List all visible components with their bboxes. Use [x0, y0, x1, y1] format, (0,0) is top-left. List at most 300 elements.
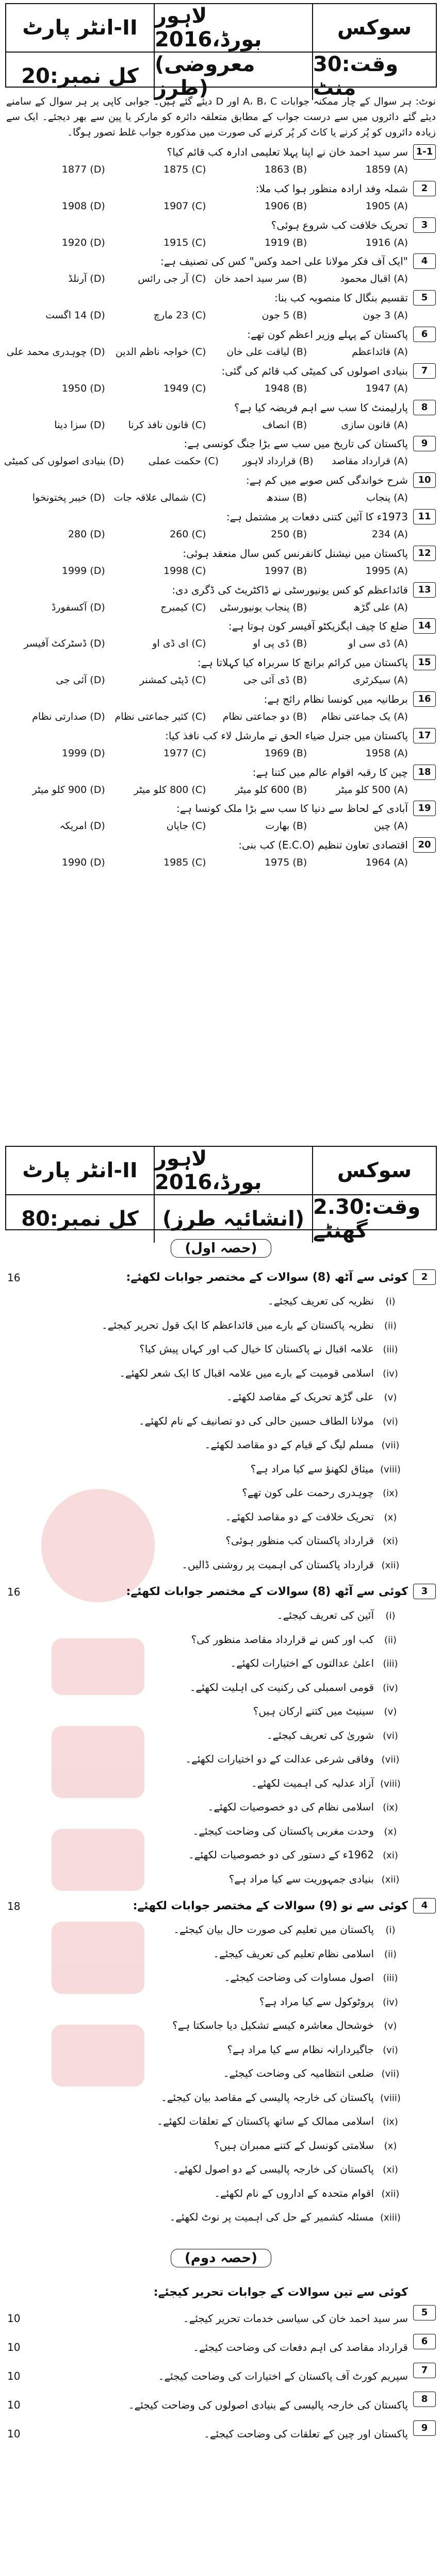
item-number: (viii)	[380, 1464, 401, 1475]
header-class: انٹر پارٹ-II	[6, 1147, 155, 1195]
short-question-item	[4, 1361, 438, 1385]
answer-option: (C) شمالی علاقہ جات	[113, 492, 206, 504]
mcq-question	[4, 690, 438, 727]
question-text: شرح خواندگی کس صوبے میں کم ہے:	[246, 474, 408, 487]
item-number: (vi)	[383, 2044, 398, 2056]
item-number: (x)	[384, 1512, 397, 1523]
answer-option: (C) ڈپٹی کمشنر	[139, 674, 206, 686]
short-question-item	[4, 1529, 438, 1553]
answer-option: (D) آکسفورڈ	[51, 601, 105, 613]
answer-options	[4, 744, 408, 762]
answer-option: (D) 14 اگست	[45, 310, 105, 321]
answer-options	[4, 708, 408, 725]
header-paper-type: (معروضی طرز)	[155, 53, 313, 100]
long-question-text: قرارداد مقاصد کی اہم دفعات کی وضاحت کیجئے۔	[193, 2341, 408, 2353]
long-questions-block	[4, 2281, 438, 2448]
question-text: برطانیہ میں کونسا نظام رائج ہے:	[264, 692, 408, 705]
short-question-item	[4, 1409, 438, 1433]
mcq-question	[4, 326, 438, 362]
item-text: بنیادی جمہوریت سے کیا مراد ہے؟	[228, 1872, 374, 1885]
answer-option: (C) 1949	[163, 382, 206, 394]
answer-option: (A) یک جماعتی نظام	[321, 710, 408, 722]
question-number: 10	[413, 472, 436, 488]
answer-option: (C) 260	[170, 528, 206, 540]
answer-option: (B) قرارداد لاہور	[242, 455, 314, 467]
answer-option: (A) 1958	[365, 747, 408, 759]
answer-option: (D) صدارتی نظام	[32, 710, 105, 722]
short-question-item	[4, 1505, 438, 1529]
item-number: (xi)	[383, 2164, 398, 2175]
item-number: (vii)	[381, 2069, 400, 2079]
answer-option: (C) کیمبرج	[160, 601, 206, 613]
answer-option: (B) 1997	[264, 565, 307, 577]
question-number: 5	[413, 2305, 436, 2320]
header-total-marks: کل نمبر:20	[6, 53, 155, 100]
item-number: (ii)	[384, 1948, 397, 1960]
item-text: نظریہ پاکستان کے بارے میں قائداعظم کا ایک قول تحریر کیجئے۔	[102, 1318, 374, 1331]
item-text: پاکستان میں تعلیم کی صورت حال بیان کیجئے۔	[173, 1923, 374, 1936]
question-text: سر سید احمد خان نے اپنا پہلا تعلیمی ادارہ کب قائم کیا؟	[167, 146, 408, 158]
long-question-marks: 10	[7, 2428, 21, 2440]
question-text: "ایک آف فکر مولانا علی احمد وکس" کس کی تصنیف ہے:	[160, 255, 408, 268]
question-4-block	[4, 1895, 438, 2229]
item-number: (vii)	[381, 1754, 400, 1765]
long-question-item	[4, 2333, 438, 2362]
item-number: (i)	[385, 1925, 396, 1936]
item-number: (viii)	[380, 1778, 401, 1789]
answer-options	[4, 234, 408, 251]
answer-options	[4, 635, 408, 652]
answer-options	[4, 380, 408, 397]
short-question-item	[4, 2133, 438, 2158]
header-time: وقت:2.30 گھنٹے	[313, 1195, 421, 1243]
item-text: خوشحال معاشرہ کیسے تشکیل دیا جاسکتا ہے؟	[172, 2019, 374, 2031]
short-question-item	[4, 1918, 438, 1942]
answer-option: (C) ای ڈی او	[152, 638, 206, 650]
answer-option: (A) 1964	[365, 857, 408, 869]
answer-option: (A) قانون سازی	[341, 419, 408, 431]
answer-option: (C) قانون نافذ کرنا	[128, 419, 206, 431]
answer-options	[4, 599, 408, 616]
question-number: 14	[413, 618, 436, 634]
answer-option: (D) 1950	[61, 382, 105, 394]
question-number: 3	[413, 1584, 436, 1599]
answer-options	[4, 343, 408, 361]
short-question-item	[4, 1942, 438, 1966]
short-question-item	[4, 1699, 438, 1723]
answer-option: (B) دو جماعتی نظام	[222, 710, 307, 722]
answer-option: (D) بنیادی اصولوں کی کمیٹی	[4, 455, 124, 467]
answer-options	[4, 452, 408, 470]
mcq-question	[4, 617, 438, 654]
answer-option: (A) سیکرٹری	[352, 674, 408, 686]
answer-options	[4, 854, 408, 871]
item-text: قرارداد پاکستان کی اہمیت پر روشنی ڈالیں۔	[182, 1558, 374, 1571]
question-number: 8	[413, 400, 436, 415]
question-text: تحریک خلافت کب شروع ہوئی؟	[271, 218, 408, 231]
short-question-item	[4, 2181, 438, 2206]
long-question-item	[4, 2362, 438, 2391]
short-question-item	[4, 2061, 438, 2086]
answer-option: (A) 1905	[365, 200, 408, 212]
item-number: (ii)	[384, 1634, 397, 1646]
question-text: پاکستان میں جنرل ضیاء الحق نے مارشل لاء کب نافذ کیا:	[165, 729, 408, 742]
mcq-question	[4, 581, 438, 618]
mcq-question	[4, 252, 438, 289]
question-number: 20	[413, 837, 436, 853]
mcq-question	[4, 216, 438, 253]
item-text: اعلیٰ عدالتوں کے اختیارات لکھئے۔	[230, 1657, 374, 1669]
short-question-item	[4, 1603, 438, 1628]
item-number: (ix)	[383, 2116, 398, 2127]
long-question-marks: 10	[7, 2399, 21, 2411]
question-number: 18	[413, 765, 436, 780]
short-question-item	[4, 1795, 438, 1819]
short-question-item	[4, 1651, 438, 1675]
answer-option: (B) 1919	[264, 236, 307, 248]
answer-option: (B) 600 کلو میٹر	[235, 784, 307, 795]
item-text: جاگیردارانہ نظام سے کیا مراد ہے؟	[227, 2043, 374, 2056]
answer-option: (B) 1863	[264, 164, 307, 175]
long-question-text: سر سید احمد خان کی سیاسی خدمات تحریر کیجئے۔	[183, 2312, 408, 2325]
answer-option: (A) 1947	[365, 382, 408, 394]
long-question-text: سپریم کورٹ آف پاکستان کے اختیارات کی وضاحت کیجئے۔	[158, 2370, 408, 2382]
question-number: 8	[413, 2392, 436, 2407]
mcq-question	[4, 435, 438, 471]
item-text: پاکستان کی خارجہ پالیسی کے دو اصول لکھئے۔	[172, 2163, 374, 2175]
item-number: (ix)	[383, 1488, 398, 1499]
answer-options	[4, 307, 408, 324]
question-instruction: کوئی سے آٹھ (8) سوالات کے مختصر جوابات لکھئے:	[126, 1271, 408, 1284]
item-text: وفاقی شرعی عدالت کے دو اختیارات لکھئے۔	[185, 1753, 374, 1765]
long-question-marks: 10	[7, 2341, 21, 2353]
item-number: (xii)	[381, 1874, 400, 1885]
answer-option: (B) انصاف	[262, 419, 307, 431]
short-question-item	[4, 1990, 438, 2014]
long-question-item	[4, 2391, 438, 2419]
question-number: 4	[413, 253, 436, 269]
item-number: (x)	[384, 2140, 397, 2151]
mcq-question	[4, 362, 438, 399]
answer-option: (C) 800 کلو میٹر	[134, 784, 206, 795]
answer-option: (A) ڈی سی او	[348, 638, 408, 650]
short-question-item	[4, 1723, 438, 1748]
answer-option: (B) ڈی آئی جی	[243, 674, 307, 686]
short-question-item	[4, 1553, 438, 1577]
answer-option: (C) خواجہ ناظم الدین	[115, 346, 206, 358]
subjective-paper	[0, 1143, 442, 2576]
short-question-item	[4, 2086, 438, 2110]
question-number: 1-1	[413, 144, 436, 160]
question-text: پاکستان میں کرائم برانچ کا سربراہ کیا کہلاتا ہے:	[197, 656, 408, 669]
question-2-block	[4, 1266, 438, 1577]
answer-options	[4, 817, 408, 835]
question-number: 5	[413, 290, 436, 306]
answer-options	[4, 489, 408, 506]
short-question-item	[4, 1313, 438, 1337]
mcq-question	[4, 764, 438, 800]
answer-options	[4, 161, 408, 178]
item-text: اسلامی نظام کی دو خصوصیات لکھئے۔	[207, 1801, 374, 1813]
instructions-note: نوٹ: ہر سوال کے چار ممکنہ جوابات A، B، C اور D دیئے گئے ہیں۔ جوابی کاپی پر ہر سوال کے سامنے دیئے گئے دائروں میں سے درست جواب کے مطابق متعلقہ دائرہ کو مارکر یا پین سے بھر دیجئے۔ ایک سے زیادہ دائروں کو پُر کرنے یا کاٹ کر پُر کرنے کی صورت میں مذکورہ جواب غلط تصور ہوگا۔	[6, 96, 436, 138]
item-number: (iii)	[383, 1344, 398, 1355]
long-question-marks: 10	[7, 2370, 21, 2382]
header-time: وقت:30 منٹ	[313, 53, 399, 100]
item-number: (ix)	[383, 1802, 398, 1813]
short-question-item	[4, 1843, 438, 1867]
item-text: چوہدری رحمت علی کون تھے؟	[242, 1486, 374, 1499]
short-question-item	[4, 1771, 438, 1795]
answer-option: (C) حکمت عملی	[148, 455, 219, 467]
answer-option: (D) آئی جی	[56, 674, 105, 686]
mcq-question	[4, 727, 438, 764]
item-text: آزاد عدلیہ کی اہمیت لکھئے۔	[251, 1776, 374, 1789]
answer-option: (B) لیاقت علی خان	[226, 346, 307, 358]
item-text: سینیٹ میں کتنے ارکان ہیں؟	[253, 1705, 374, 1717]
answer-option: (B) 250	[271, 528, 307, 540]
header-paper-type: (انشائیہ طرز)	[155, 1195, 313, 1243]
answer-option: (A) 1916	[365, 236, 408, 248]
question-text: چین کا رقبہ اقوام عالم میں کتنا ہے:	[252, 766, 408, 778]
question-text: پاکستان میں نیشنل کانفرنس کس سال منعقد ہوئی:	[183, 547, 408, 560]
objective-paper	[0, 0, 442, 1139]
answer-option: (D) 1990	[61, 857, 105, 869]
short-question-item	[4, 2109, 438, 2133]
item-number: (xi)	[383, 1850, 398, 1861]
short-question-item	[4, 1385, 438, 1409]
item-number: (xiii)	[380, 2212, 401, 2223]
question-text: قائداعظم کو کس یونیورسٹی نے ڈاکٹریٹ کی ڈگری دی:	[172, 583, 408, 596]
short-question-item	[4, 1289, 438, 1313]
answer-option: (C) 23 مارچ	[153, 310, 206, 321]
answer-option: (A) اقبال محمود	[340, 273, 408, 285]
answer-option: (C) 1977	[163, 747, 206, 759]
answer-option: (C) 1875	[163, 164, 206, 175]
item-number: (vi)	[383, 1416, 398, 1427]
answer-option: (B) بھارت	[265, 820, 307, 832]
short-question-item	[4, 1433, 438, 1457]
mcq-question	[4, 289, 438, 326]
question-number: 13	[413, 582, 436, 598]
short-question-item	[4, 1337, 438, 1361]
item-text: قرارداد پاکستان کب منظور ہوئی؟	[225, 1534, 374, 1547]
answer-option: (B) پنجاب یونیورسٹی	[219, 601, 307, 613]
answer-option: (A) 1859	[365, 164, 408, 175]
question-marks: 18	[7, 1900, 21, 1912]
long-question-text: پاکستان اور چین کے تعلقات کی وضاحت کیجئے۔	[204, 2428, 408, 2440]
answer-option: (C) 1907	[163, 200, 206, 212]
item-number: (iii)	[383, 1658, 398, 1669]
answer-option: (A) چین	[374, 820, 408, 832]
mcq-question	[4, 545, 438, 581]
long-question-item	[4, 2419, 438, 2448]
question-heading	[4, 1581, 438, 1603]
item-number: (i)	[385, 1611, 396, 1621]
item-text: مولانا الطاف حسین حالی کی دو تصانیف کے نام لکھئے۔	[138, 1414, 374, 1427]
question-marks: 16	[7, 1586, 21, 1598]
answer-options	[4, 781, 408, 799]
item-text: 1962ء کے دستور کی دو خصوصیات لکھئے۔	[188, 1849, 374, 1861]
item-number: (ii)	[384, 1320, 397, 1331]
short-question-item	[4, 1675, 438, 1700]
question-number: 6	[413, 2334, 436, 2349]
answer-option: (B) ڈی پی او	[253, 638, 307, 650]
question-text: پارلیمنٹ کا سب سے اہم فریضہ کیا ہے؟	[234, 401, 408, 414]
mcq-question	[4, 654, 438, 690]
answer-option: (D) امریکہ	[59, 820, 105, 832]
answer-option: (A) علی گڑھ	[353, 601, 408, 613]
item-text: اسلامی نظام تعلیم کی تعریف کیجئے۔	[213, 1947, 374, 1960]
question-text: اقتصادی تعاون تنظیم (E.C.O) کب بنی:	[238, 839, 408, 852]
question-instruction: کوئی سے نو (9) سوالات کے مختصر جوابات لکھئے:	[133, 1900, 408, 1912]
answer-option: (B) 1969	[264, 747, 307, 759]
long-question-item	[4, 2304, 438, 2333]
short-question-item	[4, 2013, 438, 2038]
long-question-marks: 10	[7, 2312, 21, 2325]
question-number: 9	[413, 2420, 436, 2436]
answer-option: (C) کثیر جماعتی نظام	[114, 710, 206, 722]
item-text: شوریٰ کی تعریف کیجئے۔	[266, 1728, 374, 1741]
header-total-marks: کل نمبر:80	[6, 1195, 155, 1243]
item-number: (xii)	[381, 1560, 400, 1571]
answer-option: (D) 900 کلو میٹر	[32, 784, 105, 795]
item-number: (v)	[384, 2021, 397, 2031]
short-question-item	[4, 1481, 438, 1505]
answer-options	[4, 562, 408, 580]
item-text: میثاق لکھنؤ سے کیا مراد ہے؟	[250, 1462, 374, 1475]
question-number: 2	[413, 181, 436, 196]
answer-option: (C) 1998	[163, 565, 206, 577]
mcq-question	[4, 508, 438, 545]
answer-option: (D) چوہدری محمد علی	[6, 346, 105, 358]
mcq-question	[4, 180, 438, 216]
answer-options	[4, 416, 408, 434]
item-text: علی گڑھ تحریک کے مقاصد لکھئے۔	[226, 1391, 374, 1403]
answer-option: (A) پنجاب	[366, 492, 408, 504]
mcq-list	[4, 143, 438, 873]
answer-option: (D) 1908	[61, 200, 105, 212]
answer-option: (B) سر سید احمد خان	[214, 273, 307, 285]
item-number: (v)	[384, 1706, 397, 1717]
question-number: 9	[413, 436, 436, 451]
question-number: 19	[413, 801, 436, 816]
item-text: ضلعی انتظامیہ کی وضاحت کیجئے۔	[223, 2067, 374, 2079]
question-text: آبادی کے لحاظ سے دنیا کا سب سے بڑا ملک کونسا ہے:	[176, 802, 408, 815]
paper-header	[5, 1146, 437, 1243]
item-text: مسلم لیگ کے قیام کے دو مقاصد لکھئے۔	[204, 1438, 374, 1451]
short-question-item	[4, 2038, 438, 2062]
answer-option: (C) جاپان	[166, 820, 206, 832]
item-number: (vii)	[381, 1440, 400, 1451]
item-text: اقوام متحدہ کے اداروں کے نام لکھئے۔	[214, 2187, 374, 2199]
section-one-title: (حصہ اول)	[0, 1241, 442, 1256]
question-marks: 16	[7, 1272, 21, 1284]
header-board: لاہور بورڈ،2016	[155, 4, 313, 53]
question-text: شملہ وفد ارادہ منظور ہوا کب ملا:	[255, 182, 408, 195]
item-number: (iii)	[383, 1973, 398, 1984]
answer-options	[4, 526, 408, 543]
question-3-block	[4, 1581, 438, 1891]
answer-option: (C) 1915	[163, 236, 206, 248]
item-text: آئین کی تعریف کیجئے۔	[276, 1609, 374, 1621]
item-text: کب اور کس نے قرارداد مقاصد منظور کی؟	[191, 1633, 374, 1646]
answer-option: (D) خیبر پختونخوا	[32, 492, 105, 504]
question-text: پاکستان کے پہلے وزیر اعظم کون تھے:	[247, 328, 408, 341]
answer-option: (D) آرنلڈ	[68, 273, 105, 285]
mcq-question	[4, 143, 438, 180]
item-number: (xi)	[383, 1536, 398, 1547]
answer-option: (B) 5 جون	[261, 310, 307, 321]
item-text: سلامتی کونسل کے کتنے ممبران ہیں؟	[214, 2139, 374, 2151]
item-number: (x)	[384, 1826, 397, 1837]
item-number: (iv)	[383, 1996, 398, 2008]
question-number: 3	[413, 217, 436, 233]
mcq-question	[4, 399, 438, 435]
item-number: (xii)	[381, 2188, 400, 2199]
short-question-item	[4, 1819, 438, 1843]
item-text: اسلامی ممالک کے ساتھ پاکستان کے تعلقات لکھئے۔	[157, 2115, 374, 2127]
header-subject: سوکس	[313, 1147, 436, 1195]
item-number: (i)	[385, 1296, 396, 1307]
item-text: وحدت مغربی پاکستان کی وضاحت کیجئے۔	[192, 1824, 374, 1837]
mcq-question	[4, 800, 438, 836]
header-board: لاہور بورڈ،2016	[155, 1147, 313, 1195]
answer-option: (B) 1975	[264, 857, 307, 869]
question-number: 15	[413, 655, 436, 670]
header-subject: سوکس	[313, 4, 436, 53]
question-instruction: کوئی سے آٹھ (8) سوالات کے مختصر جوابات لکھئے:	[126, 1585, 408, 1598]
item-number: (v)	[384, 1392, 397, 1403]
item-number: (iv)	[383, 1368, 398, 1379]
answer-option: (D) ڈسٹرکٹ آفیسر	[24, 638, 105, 650]
question-text: 1973ء کا آئین کتنی دفعات پر مشتمل ہے:	[226, 510, 408, 523]
answer-option: (B) 1906	[264, 200, 307, 212]
item-number: (viii)	[380, 2092, 401, 2104]
item-text: مسئلہ کشمیر کے حل کی اہمیت پر نوٹ لکھئے۔	[169, 2211, 374, 2223]
question-number: 7	[413, 2363, 436, 2378]
question-number: 17	[413, 728, 436, 743]
long-question-text: پاکستان کی خارجہ پالیسی کے بنیادی اصولوں کی وضاحت کیجئے۔	[128, 2399, 408, 2411]
answer-option: (D) 1920	[61, 236, 105, 248]
item-text: تحریک خلافت کے دو مقاصد لکھئے۔	[225, 1510, 374, 1523]
paper-header	[5, 3, 437, 100]
question-heading	[4, 1895, 438, 1918]
question-number: 2	[413, 1269, 436, 1285]
short-question-item	[4, 1457, 438, 1481]
answer-options	[4, 197, 408, 215]
answer-option: (A) 234	[371, 528, 408, 540]
question-text: بنیادی اصولوں کی کمیٹی کب قائم کی گئی:	[221, 364, 408, 377]
answer-option: (B) سندھ	[266, 492, 307, 504]
mcq-question	[4, 836, 438, 873]
question-number: 4	[413, 1898, 436, 1913]
answer-option: (D) 1877	[61, 164, 105, 175]
answer-options	[4, 671, 408, 689]
question-number: 7	[413, 363, 436, 379]
question-number: 11	[413, 509, 436, 524]
item-text: پروٹوکول سے کیا مراد ہے؟	[259, 1995, 374, 2008]
item-text: اصول مساوات کی وضاحت کیجئے۔	[224, 1971, 374, 1984]
answer-option: (D) سزا دینا	[54, 419, 105, 431]
answer-option: (D) 1999	[61, 565, 105, 577]
short-question-item	[4, 1628, 438, 1652]
short-question-item	[4, 1965, 438, 1990]
answer-option: (A) قائداعظم	[352, 346, 408, 358]
question-text: پاکستان کی تاریخ میں سب سے بڑا جنگ کونسی ہے:	[184, 437, 408, 450]
answer-option: (A) 3 جون	[363, 310, 408, 321]
short-question-item	[4, 2157, 438, 2181]
mcq-question	[4, 471, 438, 508]
